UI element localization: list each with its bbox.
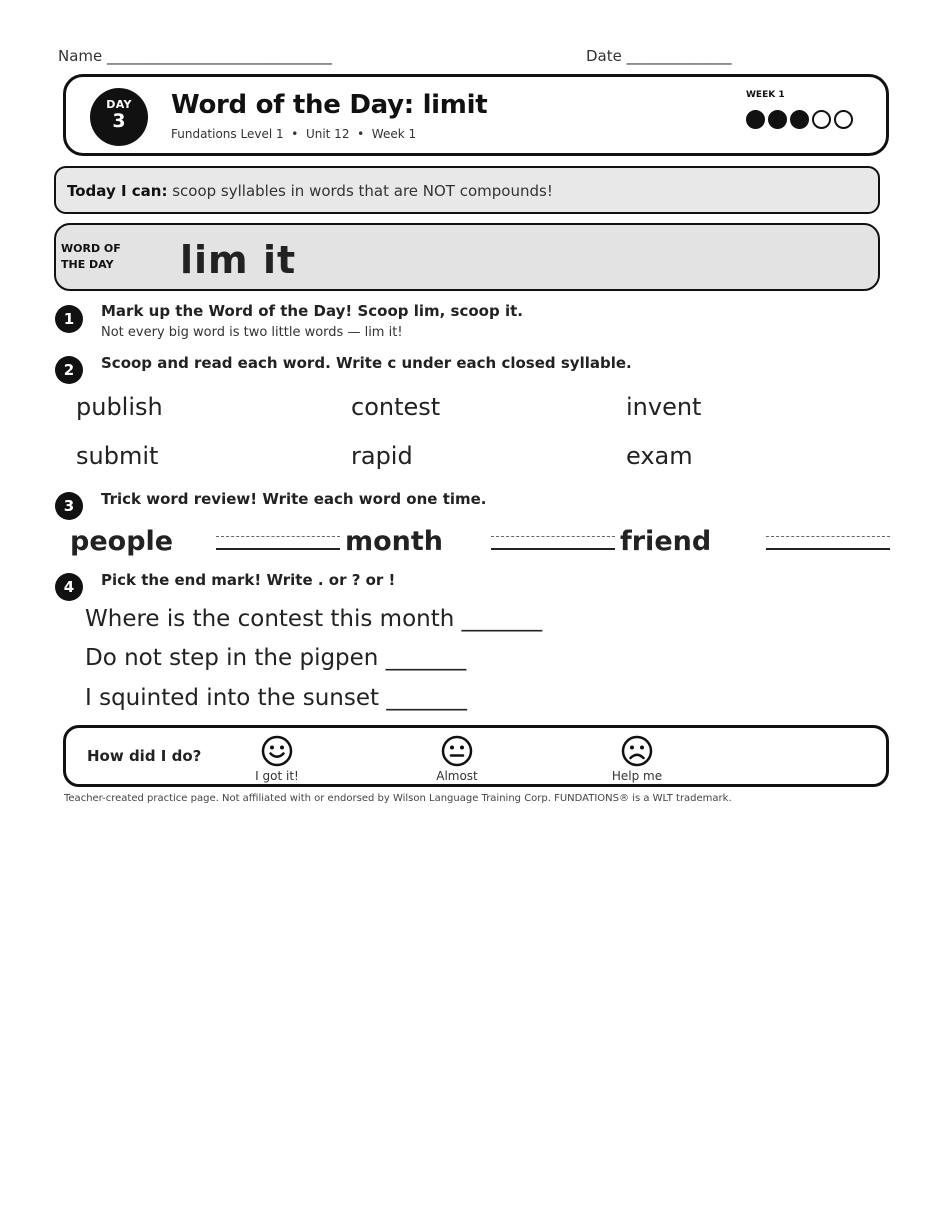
step-1-number: 1 [55,305,83,333]
trick-word: people [70,526,174,557]
goal-prefix: Today I can: [67,182,168,200]
trick-word: friend [620,526,712,557]
day-badge [90,88,148,146]
frown-face-icon[interactable] [621,735,653,767]
syllable-2: it [263,238,297,282]
neutral-face-icon[interactable] [441,735,473,767]
write-line[interactable] [216,536,340,550]
sentence-item[interactable]: Do not step in the pigpen _______ [85,645,467,671]
day-label: DAY [106,98,132,111]
word-of-day-label-line2: THE DAY [61,258,114,271]
sentence-item[interactable]: I squinted into the sunset _______ [85,685,467,711]
step-1-title: Mark up the Word of the Day! Scoop lim, scoop it. [101,302,523,320]
rating-label: I got it! [255,769,299,783]
goal-text [67,182,553,200]
date-field[interactable]: Date ______________ [586,47,732,65]
progress-dot [768,110,787,129]
step-3-number: 3 [55,492,83,520]
word-item: submit [76,442,159,470]
word-of-day-label [61,241,121,273]
progress-dot [812,110,831,129]
week-label: WEEK 1 [746,90,785,100]
word-item: invent [626,393,702,421]
week-progress-dots [746,110,853,129]
word-item: exam [626,442,693,470]
rating-question: How did I do? [87,747,202,765]
day-number: 3 [112,110,126,132]
footer-disclaimer: Teacher-created practice page. Not affiliated with or endorsed by Wilson Language Training Corp. FUNDATIONS® is a WLT trademark. [64,793,732,804]
trick-word: month [345,526,444,557]
smile-face-icon[interactable] [261,735,293,767]
write-line[interactable] [491,536,615,550]
write-line[interactable] [766,536,890,550]
rating-label: Almost [436,769,478,783]
step-2-number: 2 [55,356,83,384]
sentence-item[interactable]: Where is the contest this month _______ [85,606,543,632]
word-item: publish [76,393,163,421]
step-4-title: Pick the end mark! Write . or ? or ! [101,571,396,589]
progress-dot [790,110,809,129]
step-3-title: Trick word review! Write each word one time. [101,490,487,508]
step-2-title: Scoop and read each word. Write c under each closed syllable. [101,354,632,372]
step-1-note: Not every big word is two little words — lim it! [101,325,403,340]
step-4-number: 4 [55,573,83,601]
word-item: contest [351,393,441,421]
name-field[interactable]: Name ______________________________ [58,47,333,65]
syllable-1: lim [180,238,249,282]
word-item: rapid [351,442,413,470]
progress-dot [834,110,853,129]
page-title: Word of the Day: limit [171,90,488,120]
goal-body: scoop syllables in words that are NOT compounds! [167,182,553,200]
progress-dot [746,110,765,129]
word-of-day-box [54,223,880,291]
page-subtitle: Fundations Level 1 • Unit 12 • Week 1 [171,127,417,141]
rating-label: Help me [611,769,663,783]
word-of-day-label-line1: WORD OF [61,242,121,255]
